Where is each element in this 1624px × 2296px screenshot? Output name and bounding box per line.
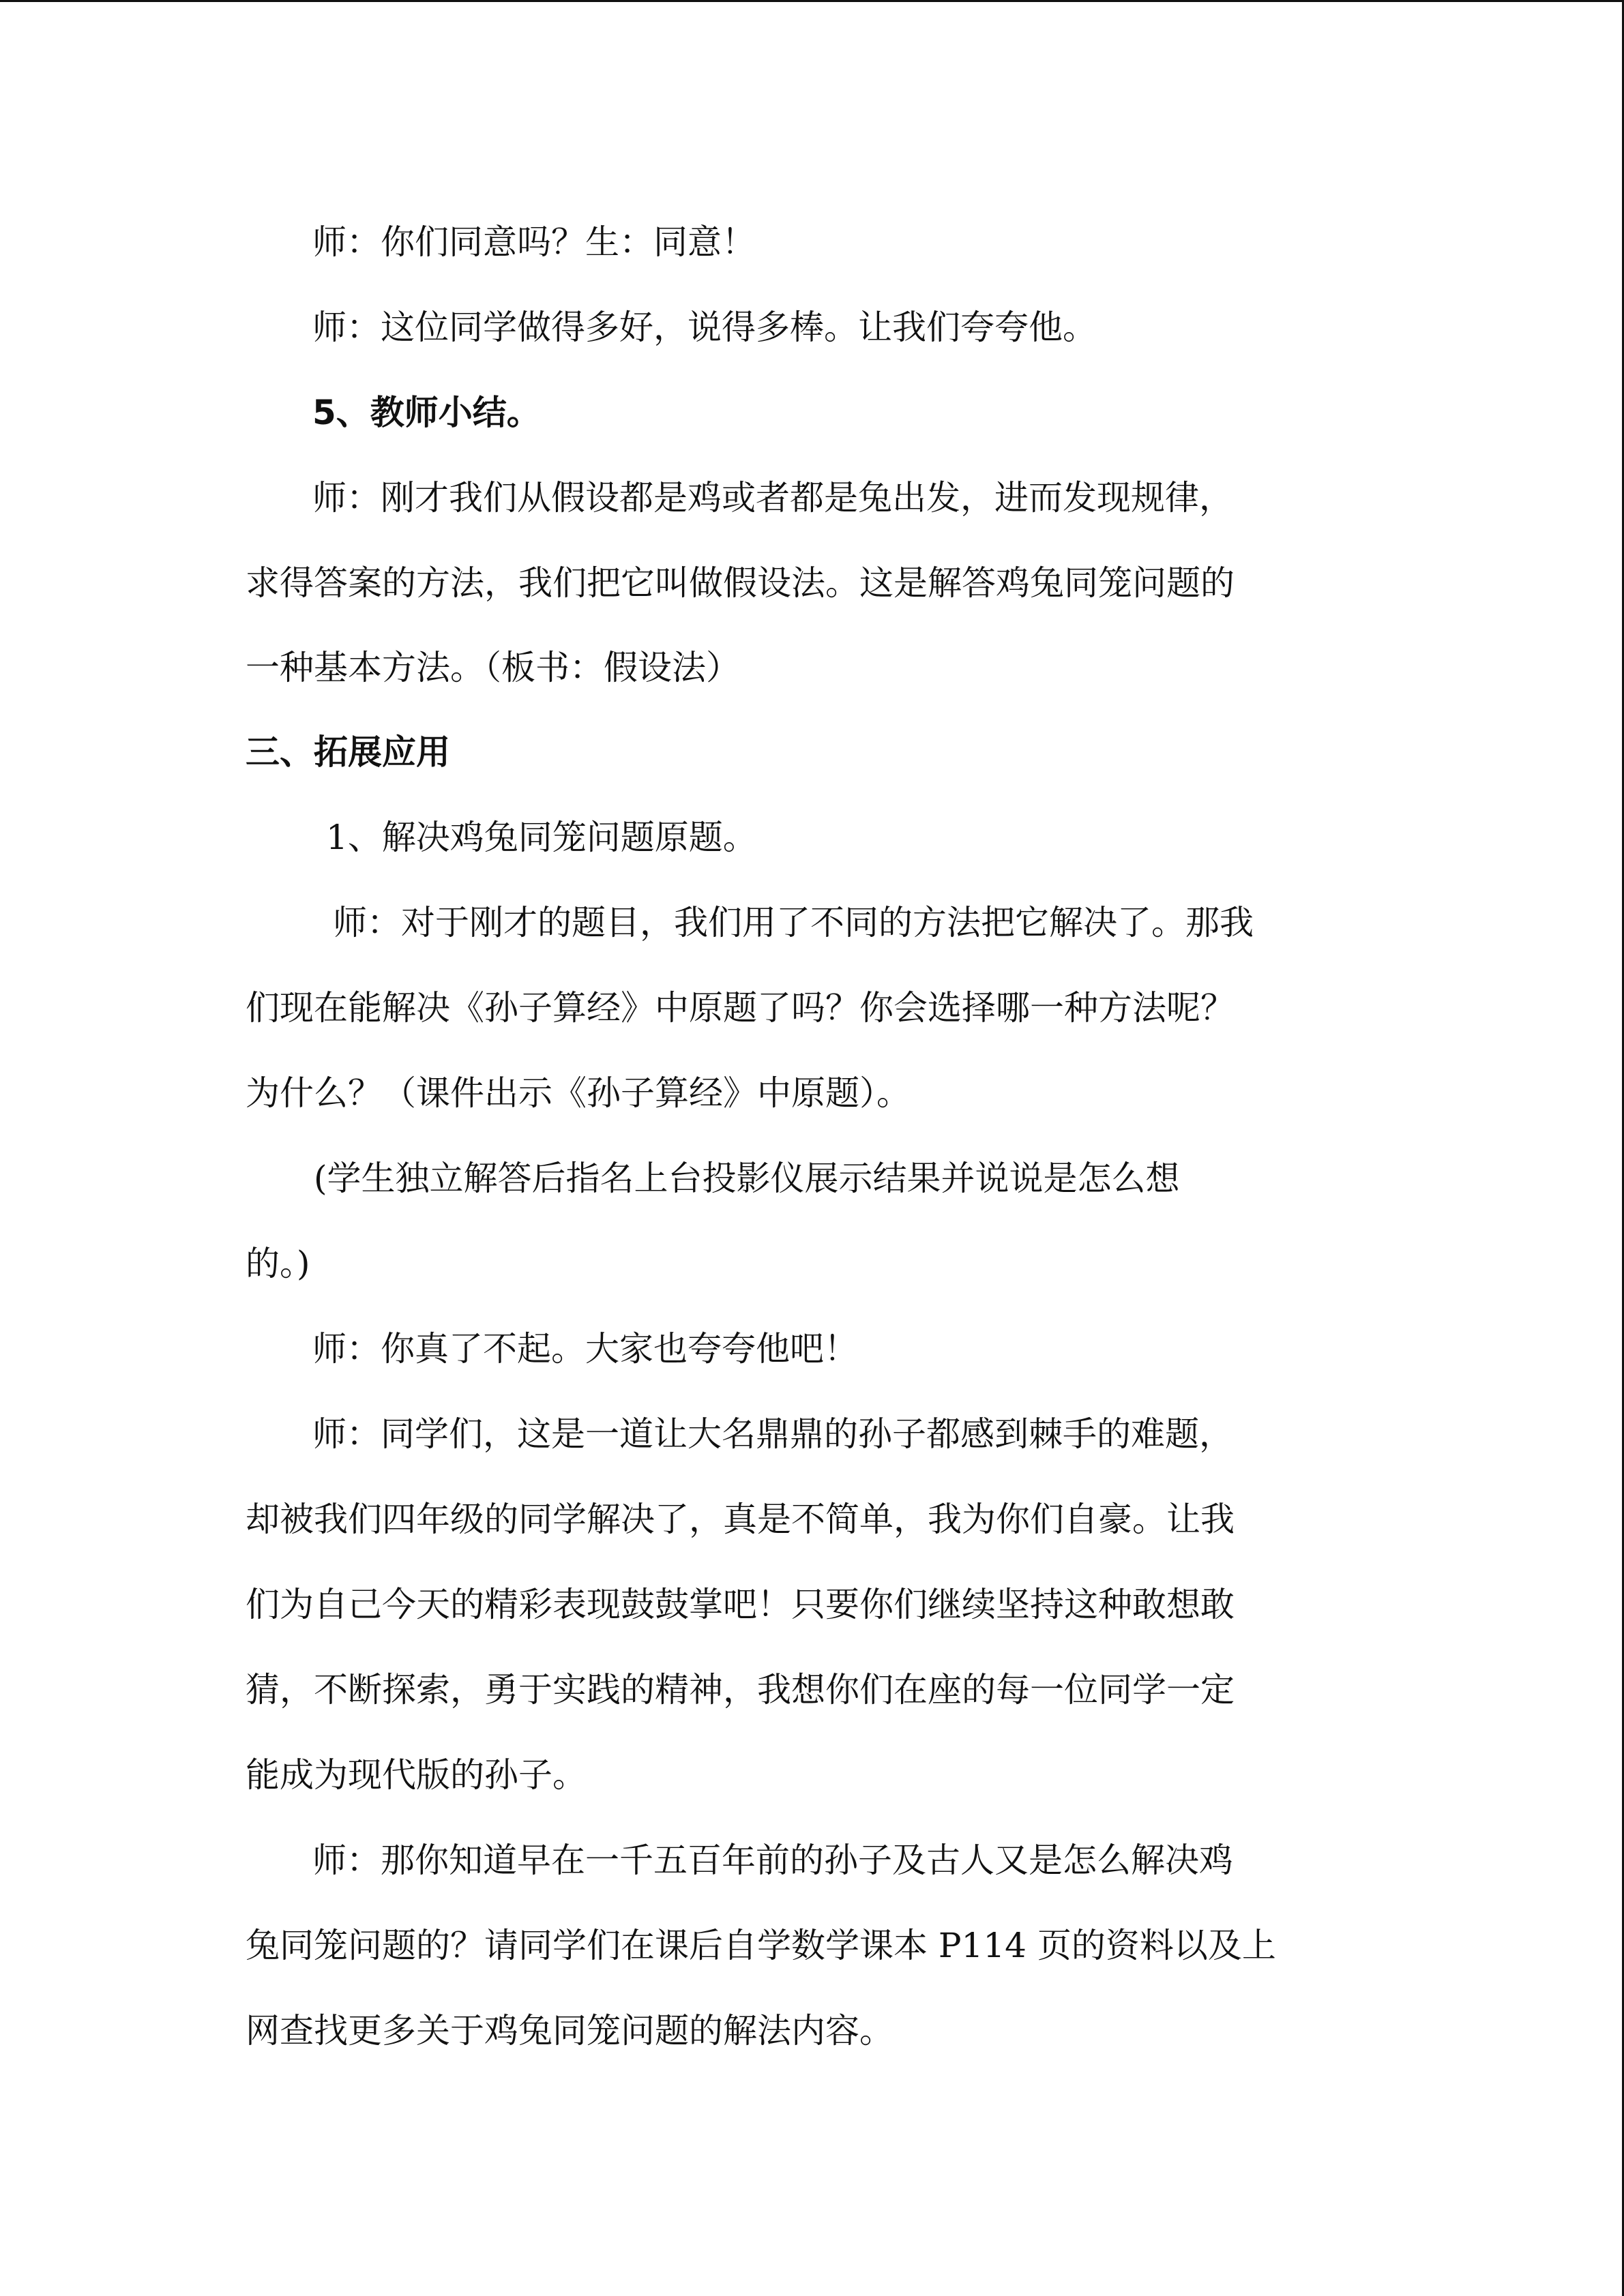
paragraph-line: 猜，不断探索，勇于实践的精神，我想你们在座的每一位同学一定 [246,1670,1235,1710]
paragraph-line: 师：对于刚才的题目，我们用了不同的方法把它解决了。那我 [333,903,1254,942]
paragraph-line: 的。) [246,1244,310,1283]
paragraph-line: 能成为现代版的孙子。 [246,1755,587,1795]
paragraph-line: 师：那你知道早在一千五百年前的孙子及古人又是怎么解决鸡 [312,1840,1233,1880]
section-heading: 三、拓展应用 [246,732,450,772]
paragraph-line: 师：刚才我们从假设都是鸡或者都是兔出发，进而发现规律， [312,478,1233,518]
paragraph-line: 求得答案的方法，我们把它叫做假设法。这是解答鸡兔同笼问题的 [246,563,1235,603]
section-subheading: 5、教师小结。 [312,393,541,432]
dialogue-line: 师：这位同学做得多好，说得多棒。让我们夸夸他。 [312,308,1097,347]
dialogue-line: 师：你真了不起。大家也夸夸他吧！ [312,1329,858,1369]
paragraph-line: (学生独立解答后指名上台投影仪展示结果并说说是怎么想 [314,1159,1180,1198]
paragraph-line: 兔同笼问题的？请同学们在课后自学数学课本 P114 页的资料以及上 [246,1926,1276,1965]
paragraph-line: 一种基本方法。（板书：假设法） [246,648,740,687]
paragraph-line: 们为自己今天的精彩表现鼓鼓掌吧！只要你们继续坚持这种敢想敢 [246,1585,1235,1624]
paragraph-line: 们现在能解决《孙子算经》中原题了吗？你会选择哪一种方法呢？ [246,988,1235,1028]
paragraph-line: 师：同学们，这是一道让大名鼎鼎的孙子都感到棘手的难题， [312,1414,1233,1454]
dialogue-line: 师：你们同意吗？生：同意！ [312,222,756,262]
paragraph-line: 却被我们四年级的同学解决了，真是不简单，我为你们自豪。让我 [246,1500,1235,1539]
subsection-title: 1、解决鸡兔同笼问题原题。 [326,818,757,857]
paragraph-line: 网查找更多关于鸡兔同笼问题的解法内容。 [246,2011,894,2051]
paragraph-line: 为什么？（课件出示《孙子算经》中原题）。 [246,1073,911,1113]
